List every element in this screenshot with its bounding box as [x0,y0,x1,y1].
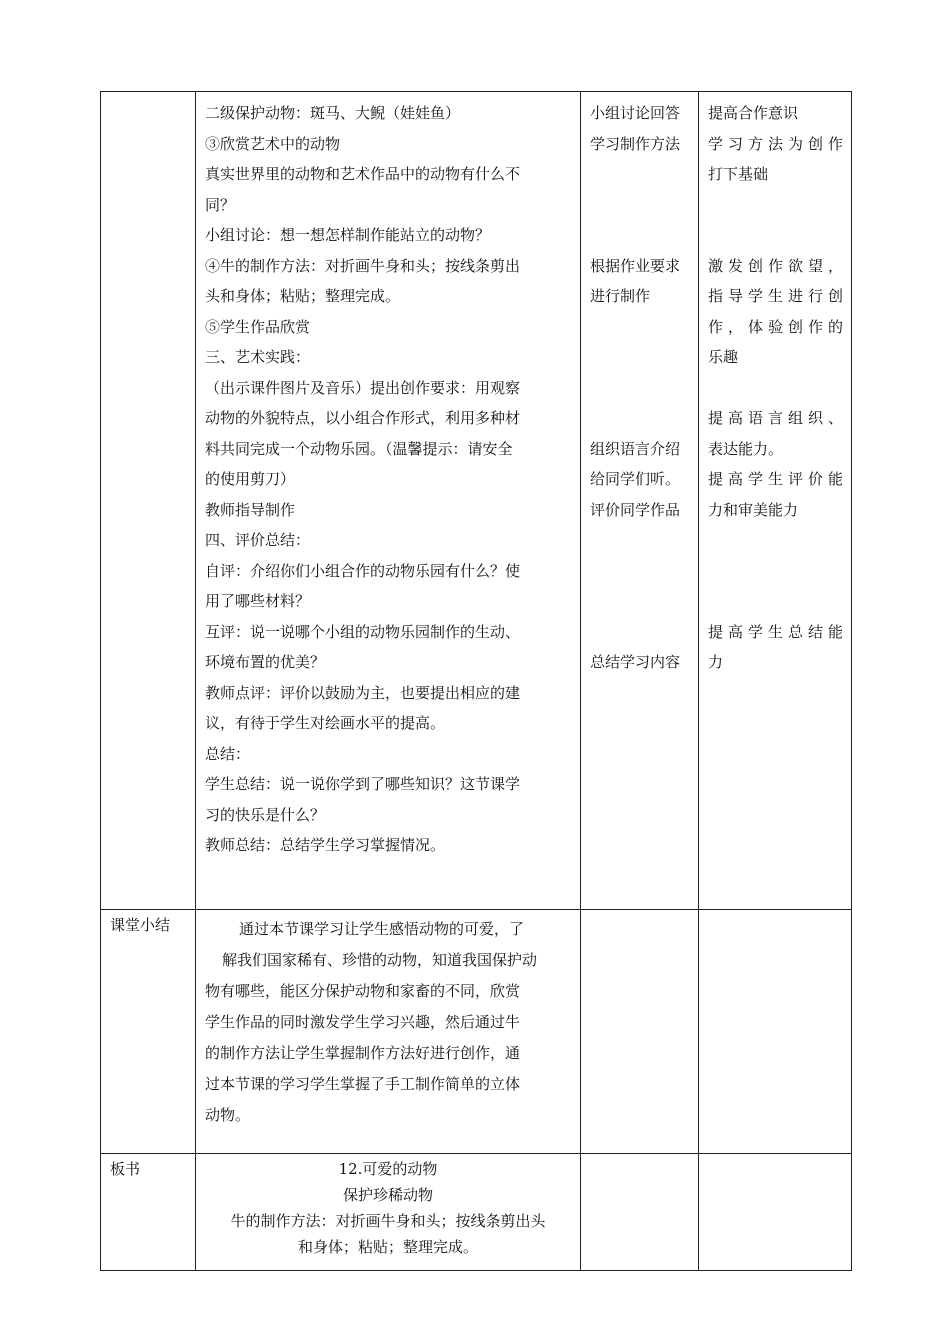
intent-line: 乐趣 [708,348,739,366]
board-label-cell [101,1154,196,1271]
summary-line: 的制作方法让学生掌握制作方法好进行创作，通 [205,1044,521,1062]
teacher-line: 议，有待于学生对绘画水平的提高。 [205,714,446,732]
student-line: 学习制作方法 [590,134,681,153]
intent-line: 提高学生总结能 [708,622,843,641]
teacher-line: 的使用剪刀） [205,470,296,488]
summary-line: 物有哪些，能区分保护动物和家畜的不同，欣赏 [205,982,521,1000]
teacher-line: ③欣赏艺术中的动物 [205,134,341,153]
teacher-line: 头和身体；粘贴；整理完成。 [205,287,401,305]
teacher-line: 习的快乐是什么？ [205,805,326,824]
teacher-line: 二级保护动物：斑马、大鲵（娃娃鱼） [205,104,461,122]
summary-line: 通过本节课学习让学生感悟动物的可爱，了 [239,920,525,938]
teacher-line: 教师点评：评价以鼓励为主，也要提出相应的建 [205,683,521,702]
teacher-line: 用了哪些材料？ [205,592,311,610]
summary-line: 解我们国家稀有、珍惜的动物，知道我国保护动 [222,951,538,969]
intent-line: 表达能力。 [708,439,784,458]
intent-line: 力和审美能力 [708,500,799,519]
board-content-cell [196,1154,581,1271]
intent-line: 学习方法为创作 [708,134,843,153]
student-line: 组织语言介绍 [590,439,681,458]
board-intent-cell [699,1154,852,1271]
student-line: 评价同学作品 [590,500,681,519]
student-line: 总结学习内容 [590,653,681,671]
intent-line: 提高合作意识 [708,104,799,122]
board-method-line: 和身体；粘贴；整理完成。 [297,1238,478,1256]
student-line: 给同学们听。 [590,470,681,488]
summary-row [101,910,852,1154]
process-label-cell [101,92,196,910]
teacher-line: 学生总结：说一说你学到了哪些知识？这节课学 [205,775,521,793]
board-label: 板书 [110,1160,141,1178]
design-intent-cell [699,92,852,910]
summary-line: 学生作品的同时激发学生学习兴趣，然后通过牛 [205,1013,521,1031]
intent-line: 力 [708,653,724,671]
summary-line: 动物。 [205,1106,251,1124]
teacher-line: 动物的外貌特点，以小组合作形式，利用多种材 [205,409,521,427]
teacher-line: ④牛的制作方法：对折画牛身和头；按线条剪出 [205,256,521,275]
lesson-plan-table [100,91,852,1271]
teacher-line: 四、评价总结： [205,531,311,549]
teacher-line: 教师指导制作 [205,500,296,519]
teacher-line: 互评：说一说哪个小组的动物乐园制作的生动、 [205,622,521,641]
design-intent-text [699,92,851,682]
summary-intent-cell [699,910,852,1154]
summary-text [196,910,580,1135]
board-row [101,1154,852,1271]
student-line: 根据作业要求 [590,256,681,275]
teacher-activity-text [196,92,580,865]
student-line: 进行制作 [590,287,651,305]
intent-line: 作，体验创作的 [708,317,843,336]
student-activity-cell [581,92,699,910]
summary-line: 过本节课的学习学生掌握了手工制作简单的立体 [205,1075,521,1093]
summary-label-cell [101,910,196,1154]
teacher-line: ⑤学生作品欣赏 [205,317,311,336]
summary-student-cell [581,910,699,1154]
intent-line: 指导学生进行创 [708,287,843,305]
teacher-line: 料共同完成一个动物乐园。（温馨提示：请安全 [205,439,513,458]
board-content [196,1154,580,1264]
board-subtitle: 保护珍稀动物 [342,1186,433,1204]
teacher-line: （出示课件图片及音乐）提出创作要求：用观察 [205,378,521,397]
student-line: 小组讨论回答 [590,104,681,122]
teacher-line: 真实世界里的动物和艺术作品中的动物有什么不 [205,165,521,183]
intent-line: 提高学生评价能 [708,470,843,488]
intent-line: 提高语言组织、 [708,409,843,427]
teacher-activity-cell [196,92,581,910]
teacher-line: 教师总结：总结学生学习掌握情况。 [205,836,446,854]
teacher-line: 同？ [205,195,236,214]
teacher-line: 环境布置的优美？ [205,653,326,671]
teacher-line: 小组讨论：想一想怎样制作能站立的动物？ [205,226,491,244]
student-activity-text [581,92,698,682]
board-method-line: 牛的制作方法：对折画牛身和头；按线条剪出头 [230,1212,546,1230]
teacher-line: 三、艺术实践： [205,348,311,366]
process-row [101,92,852,910]
board-title: 12.可爱的动物 [338,1160,438,1178]
board-student-cell [581,1154,699,1271]
summary-label: 课堂小结 [110,916,171,934]
teacher-line: 自评：介绍你们小组合作的动物乐园有什么？使 [205,561,521,580]
intent-line: 激发创作欲望， [708,256,843,275]
intent-line: 打下基础 [708,165,769,183]
teacher-line: 总结： [205,744,251,763]
summary-text-cell [196,910,581,1154]
